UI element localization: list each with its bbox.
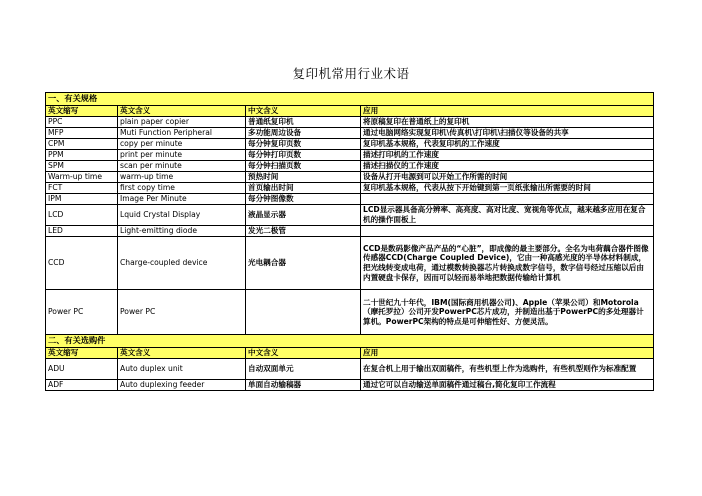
cell-abbr: ADU xyxy=(46,359,118,380)
cell-english: Image Per Minute xyxy=(118,194,246,205)
cell-abbr: MFP xyxy=(46,128,118,139)
column-header-english: 英文含义 xyxy=(118,348,246,359)
table-row xyxy=(46,226,654,237)
cell-usage: 通过电脑网络实现复印机\传真机\打印机\扫描仪等设备的共享 xyxy=(361,128,654,139)
cell-usage: 描述扫描仪的工作速度 xyxy=(361,161,654,172)
cell-chinese: 自动双面单元 xyxy=(246,359,361,380)
table-row xyxy=(46,194,654,205)
cell-english: Muti Function Peripheral xyxy=(118,128,246,139)
column-header-chinese: 中文含义 xyxy=(246,348,361,359)
table-row xyxy=(46,172,654,183)
column-header-abbr: 英文缩写 xyxy=(46,348,118,359)
cell-abbr: LED xyxy=(46,226,118,237)
cell-chinese: 每分钟复印页数 xyxy=(246,139,361,150)
cell-english: plain paper copier xyxy=(118,117,246,128)
cell-chinese: 多功能周边设备 xyxy=(246,128,361,139)
table-row xyxy=(46,237,654,290)
table-row xyxy=(46,380,654,391)
section-header-options xyxy=(46,335,654,348)
cell-usage xyxy=(361,226,654,237)
cell-chinese: 每分钟打印页数 xyxy=(246,150,361,161)
section-header-specs xyxy=(46,93,654,106)
cell-english: Auto duplex unit xyxy=(118,359,246,380)
cell-abbr: PPM xyxy=(46,150,118,161)
cell-english: Light-emitting diode xyxy=(118,226,246,237)
cell-english: Charge-coupled device xyxy=(118,237,246,290)
cell-usage: LCD显示器具备高分辨率、高亮度、高对比度、宽视角等优点，越来越多应用在复合机的操作面板上 xyxy=(361,205,654,226)
cell-usage: CCD是数码影像产品产品的“心脏”，即成像的最主要部分。全名为电荷藕合器件图像传感器CCD(Charge Coupled Device)，它由一种高感光度的半导体材料制成，把光线转变成电荷，通过模数转换器芯片转换成数字信号，数字信号经过压缩以后由内置硬盘卡保存，因而可以轻而易举地把数据传输给计算机 xyxy=(361,237,654,290)
cell-english: Auto duplexing feeder xyxy=(118,380,246,391)
cell-abbr: Warm-up time xyxy=(46,172,118,183)
cell-usage: 复印机基本规格，代表从按下开始键到第一页纸张输出所需要的时间 xyxy=(361,183,654,194)
table-row xyxy=(46,359,654,380)
terminology-table xyxy=(45,92,654,391)
cell-abbr: Power PC xyxy=(46,290,118,335)
cell-chinese: 单面自动输稿器 xyxy=(246,380,361,391)
table-row xyxy=(46,150,654,161)
cell-usage: 设备从打开电源到可以开始工作所需的时间 xyxy=(361,172,654,183)
cell-english: copy per minute xyxy=(118,139,246,150)
cell-english: Lquid Crystal Display xyxy=(118,205,246,226)
cell-usage: 在复合机上用于输出双面稿件，有些机型上作为选购件，有些机型则作为标准配置 xyxy=(361,359,654,380)
cell-english: warm-up time xyxy=(118,172,246,183)
cell-chinese: 预热时间 xyxy=(246,172,361,183)
cell-chinese: 液晶显示器 xyxy=(246,205,361,226)
cell-abbr: CPM xyxy=(46,139,118,150)
table-row xyxy=(46,128,654,139)
cell-abbr: SPM xyxy=(46,161,118,172)
cell-usage: 将原稿复印在普通纸上的复印机 xyxy=(361,117,654,128)
cell-usage: 复印机基本规格，代表复印机的工作速度 xyxy=(361,139,654,150)
cell-english: Power PC xyxy=(118,290,246,335)
section-title: 二、有关选购件 xyxy=(46,335,654,348)
cell-usage: 二十世纪九十年代，IBM(国际商用机器公司)、Apple（苹果公司）和Motorola（摩托罗拉）公司开发PowerPC芯片成功，并制造出基于PowerPC的多处理器计算机。PowerPC架构的特点是可伸缩性好、方便灵活。 xyxy=(361,290,654,335)
cell-usage xyxy=(361,194,654,205)
cell-usage: 描述打印机的工作速度 xyxy=(361,150,654,161)
cell-chinese: 每分钟扫描页数 xyxy=(246,161,361,172)
section-title: 一、有关规格 xyxy=(46,93,654,106)
table-row xyxy=(46,290,654,335)
column-header-usage: 应用 xyxy=(361,348,654,359)
cell-chinese: 发光二极管 xyxy=(246,226,361,237)
cell-chinese xyxy=(246,290,361,335)
cell-abbr: LCD xyxy=(46,205,118,226)
cell-abbr: FCT xyxy=(46,183,118,194)
cell-abbr: ADF xyxy=(46,380,118,391)
table-row xyxy=(46,183,654,194)
column-header-english: 英文含义 xyxy=(118,106,246,117)
table-row xyxy=(46,161,654,172)
cell-abbr: IPM xyxy=(46,194,118,205)
cell-english: first copy time xyxy=(118,183,246,194)
cell-chinese: 光电耦合器 xyxy=(246,237,361,290)
cell-chinese: 普通纸复印机 xyxy=(246,117,361,128)
cell-english: scan per minute xyxy=(118,161,246,172)
cell-usage: 通过它可以自动输送单面稿件通过稿台,简化复印工作流程 xyxy=(361,380,654,391)
cell-abbr: PPC xyxy=(46,117,118,128)
cell-abbr: CCD xyxy=(46,237,118,290)
cell-chinese: 首页输出时间 xyxy=(246,183,361,194)
cell-chinese: 每分钟图像数 xyxy=(246,194,361,205)
column-header-row xyxy=(46,348,654,359)
cell-english: print per minute xyxy=(118,150,246,161)
column-header-row xyxy=(46,106,654,117)
table-row xyxy=(46,139,654,150)
table-row xyxy=(46,117,654,128)
column-header-chinese: 中文含义 xyxy=(246,106,361,117)
table-row xyxy=(46,205,654,226)
column-header-abbr: 英文缩写 xyxy=(46,106,118,117)
column-header-usage: 应用 xyxy=(361,106,654,117)
page-title: 复印机常用行业术语 xyxy=(292,66,410,81)
